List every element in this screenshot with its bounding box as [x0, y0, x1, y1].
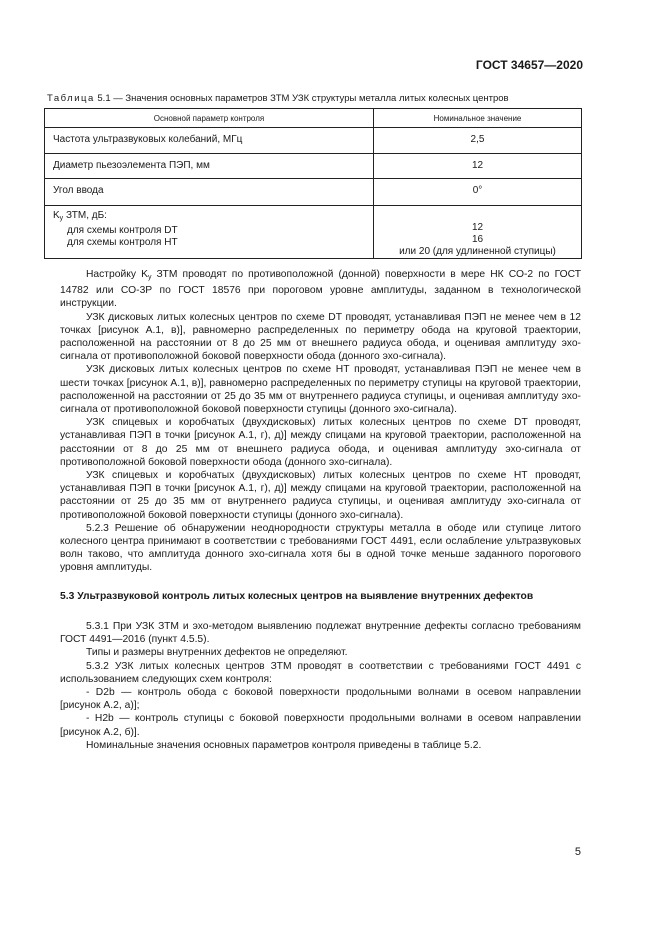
param-cell: Угол ввода: [53, 185, 104, 196]
ky-symbol: $K_y$: [53, 210, 64, 222]
column-header-param: Основной параметр контроля: [45, 109, 374, 128]
column-header-value: Номинальное значение: [374, 109, 582, 128]
ht-note: или 20 (для удлиненной ступицы): [399, 246, 556, 257]
param-cell: [45, 206, 373, 249]
ht-label: для схемы контроля НТ: [67, 237, 178, 248]
dt-value: 12: [471, 222, 484, 233]
param-cell: Диаметр пьезоэлемента ПЭП, мм: [53, 160, 210, 171]
paragraph: 5.3.1 При УЗК ЗТМ и эхо-методом выявлению подлежат внутренние дефекты согласно требованиям ГОСТ 4491—2016 (пункт 4.5.5).: [60, 621, 581, 646]
table-row: [45, 179, 582, 206]
paragraph: УЗК спицевых и коробчатых (двухдисковых) литых колесных центров по схеме DT проводят, устанавливая ПЭП в точки [рисунок А.1, г), д)] между спицами на круговой траектории, расположенной на расстоянии от 8 до 25 мм от внешнего радиуса обода, и оценивая амплитуду эхо-сигнала от противоположной боковой поверхности обода (донного эхо-сигнала).: [60, 417, 581, 468]
table-caption: [47, 93, 509, 104]
paragraph: Типы и размеры внутренних дефектов не определяют.: [86, 647, 348, 659]
table-row: [45, 154, 582, 179]
value-cell: [374, 206, 581, 258]
table-caption-label: Таблица: [47, 93, 95, 104]
paragraph: Настройку $K_y$ ЗТМ проводят по противоположной (донной) поверхности в мере НК СО-2 по ГОСТ 14782 или СО-3Р по ГОСТ 18576 при пороговом уровне амплитуды, заданном в технологической инструкции.: [60, 269, 581, 310]
paragraph: УЗК дисковых литых колесных центров по схеме DT проводят, устанавливая ПЭП не менее чем в 12 точках [рисунок А.1, в)], равномерно распределенных по периметру обода на круговой траектории, расположенной на расстоянии от 8 до 25 мм от внешнего радиуса обода, и оценивая амплитуду эхо-сигнала от противоположной боковой поверхности обода (донного эхо-сигнала).: [60, 311, 581, 363]
ky-label: ЗТМ, дБ:: [65, 210, 107, 221]
value-cell: 12: [471, 160, 484, 171]
dt-label: для схемы контроля DT: [67, 225, 178, 236]
table-caption-text: 5.1 — Значения основных параметров ЗТМ УЗК структуры металла литых колесных центров: [97, 93, 509, 104]
list-item: - H2b — контроль ступицы с боковой поверхности продольными волнами в осевом направлении [рисунок А.2, б)].: [60, 713, 581, 738]
body-text-block-1: [60, 268, 581, 575]
section-heading: [60, 590, 581, 604]
value-cell: 2,5: [470, 134, 485, 145]
parameters-table: [44, 108, 582, 259]
table-header-row: [45, 109, 582, 128]
list-item: - D2b — контроль обода с боковой поверхности продольными волнами в осевом направлении [рисунок А.2, а)];: [60, 687, 581, 712]
section-title: Ультразвуковой контроль литых колесных центров на выявление внутренних дефектов: [77, 591, 534, 602]
ht-value: 16: [471, 234, 484, 245]
param-cell: Частота ультразвуковых колебаний, МГц: [53, 134, 243, 145]
paragraph: УЗК спицевых и коробчатых (двухдисковых) литых колесных центров по схеме НТ проводят, устанавливая ПЭП в точки [рисунок А.1, г), д)] между спицами на круговой траектории, расположенной на расстоянии от 25 до 35 мм от внутреннего радиуса ступицы, и оценивая амплитуду эхо-сигнала от противоположной боковой поверхности ступицы (донного эхо-сигнала).: [60, 470, 581, 521]
section-number: 5.3: [60, 591, 75, 602]
body-text-block-2: [60, 620, 581, 752]
table-row: [45, 128, 582, 154]
table-row: [45, 206, 582, 259]
paragraph: 5.3.2 УЗК литых колесных центров ЗТМ проводят в соответствии с требованиями ГОСТ 4491 с использованием следующих схем контроля:: [60, 660, 581, 685]
page-number: 5: [574, 846, 581, 858]
paragraph: 5.2.3 Решение об обнаружении неоднородности структуры металла в ободе или ступице литого колесного центра принимают в соответствии с требованиями ГОСТ 4491, если ослабление ультразвуковых волн таково, что амплитуда донного эхо-сигнала хотя бы в одной точке меньше заданного порогового уровня амплитуды.: [60, 522, 581, 574]
paragraph: УЗК дисковых литых колесных центров по схеме НТ проводят, устанавливая ПЭП не менее чем в шести точках [рисунок А.1, в)], равномерно распределенных по периметру ступицы на круговой траектории, расположенной на расстоянии от 25 до 35 мм от внутреннего радиуса ступицы, и оценивая амплитуду эхо-сигнала от противоположной боковой поверхности ступицы (донного эхо-сигнала).: [60, 364, 581, 416]
value-cell: 0°: [472, 185, 483, 196]
paragraph: Номинальные значения основных параметров контроля приведены в таблице 5.2.: [86, 739, 482, 751]
document-number: ГОСТ 34657—2020: [475, 58, 583, 72]
